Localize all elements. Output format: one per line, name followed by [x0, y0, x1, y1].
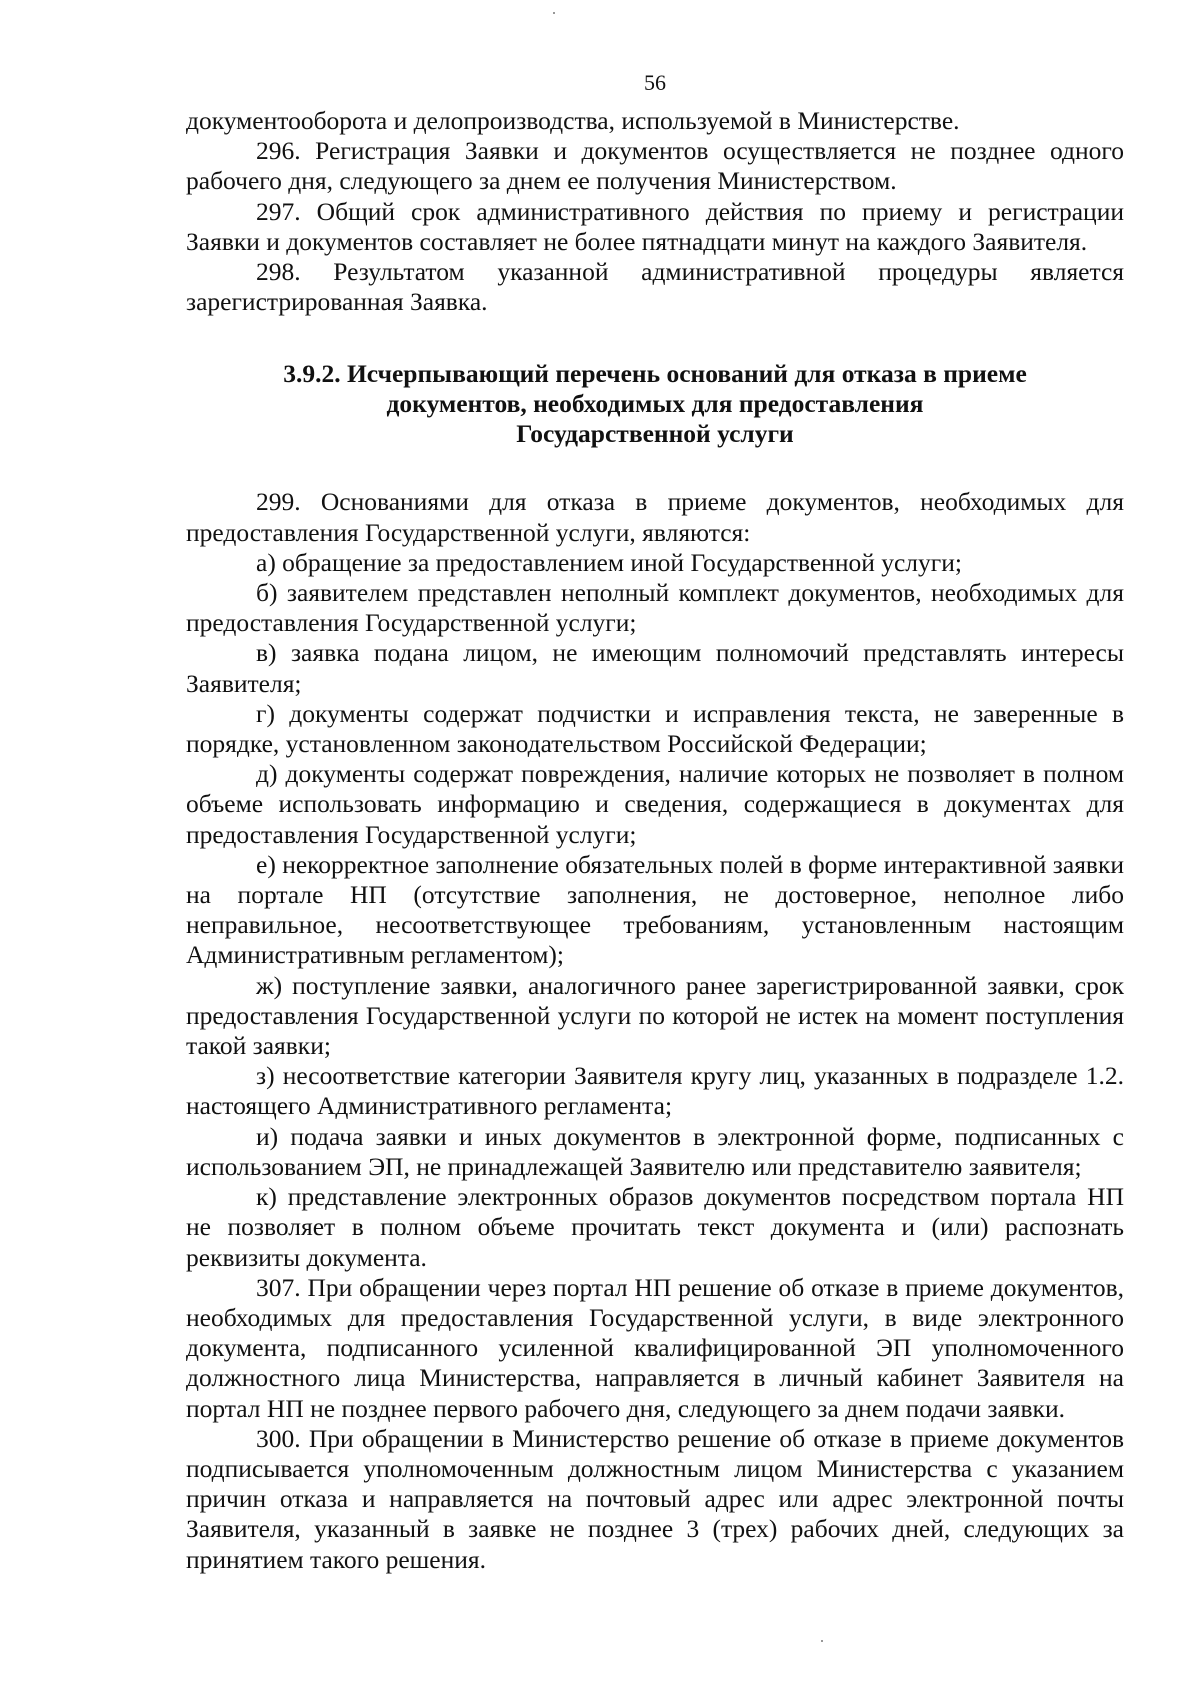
document-page	[186, 68, 1124, 1575]
page-number: 56	[644, 70, 666, 95]
section-heading-line-3: Государственной услуги	[516, 419, 794, 449]
list-item-v: в) заявка подана лицом, не имеющим полномочий представлять интересы Заявителя;	[186, 638, 1124, 698]
list-item-g: г) документы содержат подчистки и исправления текста, не заверенные в порядке, установленном законодательством Российской Федерации;	[186, 698, 1124, 759]
paragraph-299: 299. Основаниями для отказа в приеме документов, необходимых для предоставления Государственной услуги, являются:	[186, 487, 1124, 547]
list-item-zh: ж) поступление заявки, аналогичного ранее зарегистрированной заявки, срок предоставления Государственной услуги по которой не истек на момент поступления такой заявки;	[186, 970, 1124, 1061]
list-item-a: а) обращение за предоставлением иной Государственной услуги;	[256, 547, 962, 577]
list-item-i: и) подача заявки и иных документов в электронной форме, подписанных с использованием ЭП, не принадлежащей Заявителю или представителю заявителя;	[186, 1121, 1124, 1181]
paragraphs-bottom	[186, 487, 1124, 1574]
scan-speck-top	[553, 12, 555, 14]
list-item-z: з) несоответствие категории Заявителя кругу лиц, указанных в подразделе 1.2. настоящего Административного регламента;	[186, 1061, 1124, 1121]
paragraph-300: 300. При обращении в Министерство решение об отказе в приеме документов подписывается уполномоченным должностным лицом Министерства с указанием причин отказа и направляется на почтовый адрес или адрес электронной почты Заявителя, указанный в заявке не позднее 3 (трех) рабочих дней, следующих за принятием такого решения.	[186, 1423, 1124, 1574]
list-item-d: д) документы содержат повреждения, наличие которых не позволяет в полном объеме использовать информацию и сведения, содержащиеся в документах для предоставления Государственной услуги;	[186, 759, 1124, 849]
paragraph-297: 297. Общий срок административного действия по приему и регистрации Заявки и документов составляет не более пятнадцати минут на каждого Заявителя.	[186, 196, 1124, 256]
paragraph-298: 298. Результатом указанной административной процедуры является зарегистрированная Заявка.	[186, 257, 1124, 317]
paragraph-307: 307. При обращении через портал НП решение об отказе в приеме документов, необходимых для предоставления Государственной услуги, в виде электронного документа, подписанного усиленной квалифицированной ЭП уполномоченного должностного лица Министерства, направляется в личный кабинет Заявителя на портал НП не позднее первого рабочего дня, следующего за днем подачи заявки.	[186, 1272, 1124, 1423]
section-heading	[186, 359, 1124, 449]
list-item-b: б) заявителем представлен неполный комплект документов, необходимых для предоставления Государственной услуги;	[186, 578, 1124, 638]
paragraphs-top	[186, 106, 1124, 317]
section-heading-line-1: 3.9.2. Исчерпывающий перечень оснований для отказа в приеме	[283, 359, 1027, 389]
paragraph-296: 296. Регистрация Заявки и документов осуществляется не позднее одного рабочего дня, следующего за днем ее получения Министерством.	[186, 136, 1124, 196]
list-item-k: к) представление электронных образов документов посредством портала НП не позволяет в полном объеме прочитать текст документа и (или) распознать реквизиты документа.	[186, 1182, 1124, 1272]
scan-speck-bottom	[821, 1640, 823, 1642]
section-heading-line-2: документов, необходимых для предоставления	[386, 389, 924, 419]
list-item-e: е) некорректное заполнение обязательных полей в форме интерактивной заявки на портале НП (отсутствие заполнения, не достоверное, неполное либо неправильное, несоответствующее требованиям, установленным настоящим Административным регламентом);	[186, 849, 1124, 970]
paragraph-continuation: документооборота и делопроизводства, используемой в Министерстве.	[186, 106, 960, 135]
